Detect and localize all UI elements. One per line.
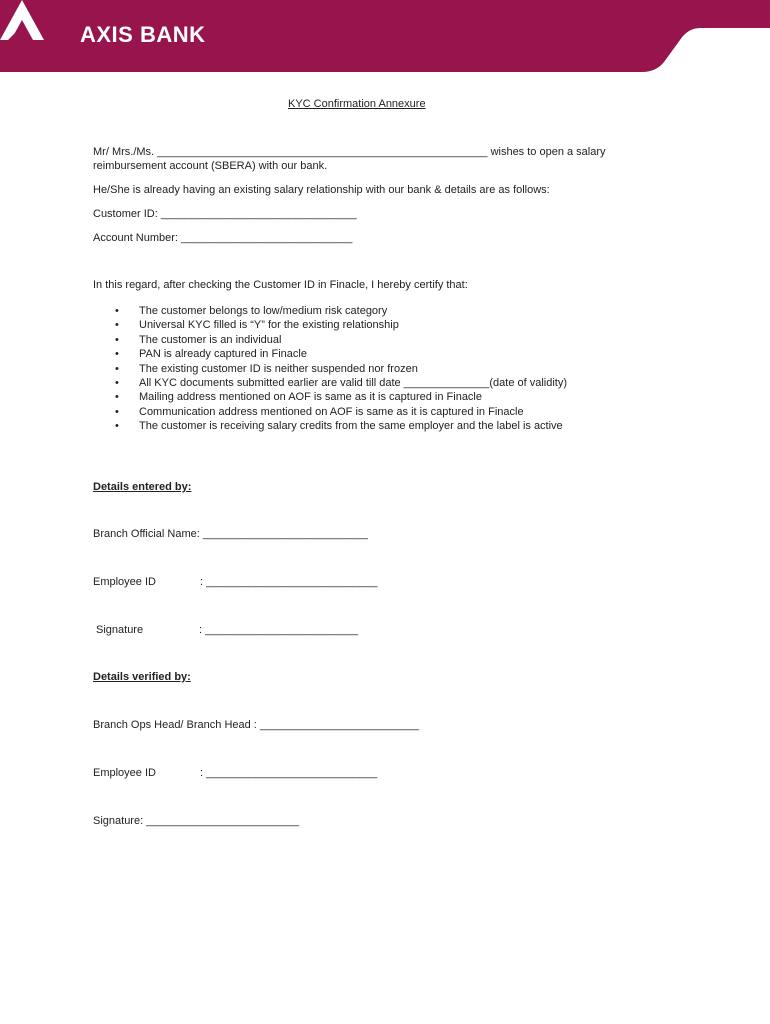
verified-employee-id-field: : ____________________________: [200, 767, 378, 779]
intro-line-3: He/She is already having an existing salary relationship with our bank & details are as follows:: [93, 184, 550, 196]
verified-signature-field: Signature: _________________________: [93, 815, 300, 827]
list-item: • The existing customer ID is neither suspended nor frozen: [115, 362, 567, 376]
brand-name: AXIS BANK: [80, 22, 206, 47]
list-item: • The customer is an individual: [115, 333, 567, 347]
list-item: • PAN is already captured in Finacle: [115, 347, 567, 361]
certification-list: [115, 304, 567, 434]
axis-bank-logo-icon: [0, 0, 44, 40]
branch-ops-head-field: Branch Ops Head/ Branch Head : __________________________: [93, 719, 419, 731]
page-title: KYC Confirmation Annexure: [288, 98, 426, 110]
list-item: • Communication address mentioned on AOF is same as it is captured in Finacle: [115, 405, 567, 419]
list-item: • Mailing address mentioned on AOF is same as it is captured in Finacle: [115, 390, 567, 404]
intro-line-1: Mr/ Mrs./Ms. ______________________________________________________ wishes to open a salary: [93, 146, 606, 158]
list-item: • All KYC documents submitted earlier are valid till date ______________(date of validity): [115, 376, 567, 390]
entered-signature-field: : _________________________: [199, 624, 359, 636]
branch-official-name-field: Branch Official Name: ___________________________: [93, 528, 369, 540]
entered-signature-label: Signature: [96, 624, 144, 636]
list-item: • The customer belongs to low/medium risk category: [115, 304, 567, 318]
details-entered-heading: Details entered by:: [93, 481, 192, 493]
header-banner: [0, 0, 770, 72]
certify-text: In this regard, after checking the Customer ID in Finacle, I hereby certify that:: [93, 279, 468, 291]
account-number-field: Account Number: ____________________________: [93, 232, 353, 244]
entered-employee-id-label: Employee ID: [93, 576, 156, 588]
entered-employee-id-field: : ____________________________: [200, 576, 378, 588]
intro-line-2: reimbursement account (SBERA) with our bank.: [93, 160, 328, 172]
list-item: • Universal KYC filled is “Y” for the existing relationship: [115, 318, 567, 332]
verified-employee-id-label: Employee ID: [93, 767, 156, 779]
list-item: • The customer is receiving salary credits from the same employer and the label is active: [115, 419, 567, 433]
details-verified-heading: Details verified by:: [93, 671, 191, 683]
customer-id-field: Customer ID: ________________________________: [93, 208, 357, 220]
